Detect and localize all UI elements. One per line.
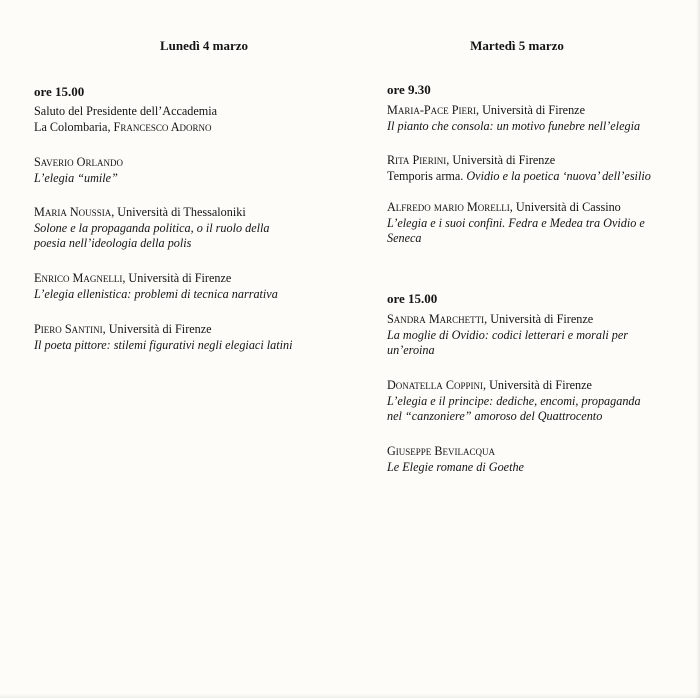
- opening-greeting: [34, 104, 334, 135]
- page-bottom-edge: [0, 694, 700, 698]
- speaker-line: [387, 200, 677, 216]
- speaker-name: Rita Pierini: [387, 153, 447, 167]
- talk-title: Le Elegie romane di Goethe: [387, 459, 524, 474]
- speaker-name: Piero Santini: [34, 322, 103, 336]
- talk-title: L’elegia e il principe: dediche, encomi, propaganda nel “canzoniere” amoroso del Quattrocento: [387, 393, 641, 424]
- speaker-affiliation: , Università di Firenze: [102, 322, 212, 336]
- opening-line: [34, 120, 334, 136]
- speaker-affiliation: , Università di Cassino: [509, 200, 621, 214]
- speaker-name: Alfredo mario Morelli: [387, 200, 510, 214]
- session-time: ore 15.00: [387, 291, 438, 306]
- talk-title-rest: Ovidio e la poetica ‘nuova’ dell’esilio: [463, 168, 651, 183]
- speaker-affiliation: , Università di Firenze: [476, 103, 585, 117]
- speaker-affiliation: , Università di Thessaloniki: [111, 205, 246, 219]
- talk-entry: [387, 378, 677, 425]
- talk-entry: [34, 205, 334, 252]
- talk-title: [387, 169, 677, 185]
- speaker-affiliation: , Università di Firenze: [484, 312, 594, 326]
- talk-entry: [34, 271, 334, 302]
- speaker-name: Donatella Coppini: [387, 378, 483, 392]
- talk-entry: [387, 153, 677, 184]
- speaker-affiliation: , Università di Firenze: [122, 271, 232, 285]
- talk-entry: [387, 200, 677, 247]
- speaker-line: [34, 155, 334, 171]
- speaker-name: Maria-Pace Pieri: [387, 103, 476, 117]
- talk-title: Solone e la propaganda politica, o il ruolo della poesia nell’ideologia della polis: [34, 220, 270, 251]
- day-heading: Martedì 5 marzo: [470, 38, 564, 53]
- speaker-line: [387, 378, 677, 394]
- talk-entry: [387, 444, 677, 475]
- talk-title-latin: Temporis arma.: [387, 168, 464, 183]
- speaker-name: Giuseppe Bevilacqua: [387, 444, 495, 458]
- speaker-affiliation: , Università di Firenze: [446, 153, 556, 167]
- page-edge-shadow: [696, 0, 700, 698]
- speaker-name: Sandra Marchetti: [387, 312, 485, 326]
- opening-venue: La Colombaria,: [34, 119, 114, 134]
- talk-title: Il poeta pittore: stilemi figurativi negli elegiaci latini: [34, 337, 293, 352]
- speaker-name: Francesco Adorno: [113, 119, 212, 134]
- talk-title: La moglie di Ovidio: codici letterari e morali per un’eroina: [387, 327, 629, 358]
- speaker-affiliation: , Università di Firenze: [482, 378, 592, 392]
- speaker-line: [34, 322, 334, 338]
- talk-entry: [34, 155, 334, 186]
- speaker-line: [387, 153, 677, 169]
- speaker-line: [387, 312, 677, 328]
- talk-title: Il pianto che consola: un motivo funebre nell’elegia: [387, 118, 641, 133]
- speaker-line: [387, 103, 677, 119]
- session-time: ore 15.00: [34, 84, 85, 99]
- speaker-line: [387, 444, 677, 460]
- talk-entry: [387, 103, 677, 134]
- talk-entry: [34, 322, 334, 353]
- speaker-line: [34, 271, 334, 287]
- talk-title: L’elegia “umile”: [34, 170, 118, 185]
- speaker-name: Maria Noussia: [34, 205, 112, 219]
- speaker-name: Enrico Magnelli: [34, 271, 123, 285]
- day-heading: Lunedì 4 marzo: [159, 38, 249, 53]
- talk-entry: [387, 312, 677, 359]
- speaker-line: [34, 205, 334, 221]
- speaker-name: Saverio Orlando: [34, 155, 123, 169]
- session-time: ore 9.30: [387, 82, 431, 97]
- opening-line: Saluto del Presidente dell’Accademia: [34, 104, 218, 118]
- talk-title: L’elegia ellenistica: problemi di tecnica narrativa: [34, 286, 278, 301]
- talk-title: L’elegia e i suoi confini. Fedra e Medea tra Ovidio e Seneca: [387, 215, 645, 246]
